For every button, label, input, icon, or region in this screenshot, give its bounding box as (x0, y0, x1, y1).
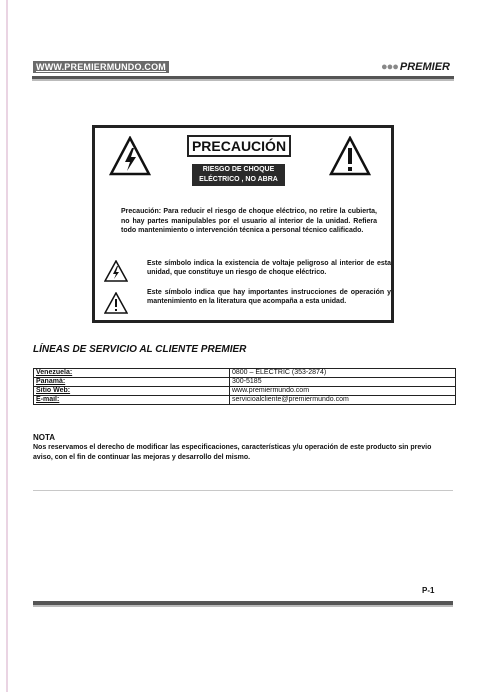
note-title: NOTA (33, 433, 56, 442)
lightning-symbol-icon (104, 260, 128, 282)
note-text: Nos reservamos el derecho de modificar las especificaciones, características y/u operación de este producto sin previo aviso, con el fin de continuar las mejoras y desarrollo del mismo. (33, 444, 432, 461)
website-value[interactable]: www.premiermundo.com (230, 387, 456, 396)
brand-dots-icon: ●●● (380, 61, 398, 73)
service-label: Venezuela: (34, 369, 230, 378)
table-row (34, 378, 456, 387)
exclamation-symbol-icon (104, 292, 128, 314)
header-website-link[interactable]: WWW.PREMIERMUNDO.COM (33, 61, 169, 73)
content-divider (33, 490, 453, 491)
service-label: E-mail: (34, 396, 230, 405)
brand-logo (381, 61, 450, 73)
service-label: Panamá: (34, 378, 230, 387)
table-row (34, 369, 456, 378)
shock-risk-label (192, 164, 285, 186)
page-number: P-1 (422, 586, 435, 595)
table-row (34, 396, 456, 405)
service-table (33, 368, 456, 405)
exclamation-warning-icon (329, 136, 371, 176)
caution-text: Precaución: Para reducir el riesgo de choque eléctrico, no retire la cubierta, no hay partes manipulables por el usuario al interior de la unidad. Refiera todo mantenimiento o intervención técnica a personal técnico calificado. (121, 208, 377, 234)
shock-risk-line2: ELÉCTRICO , NO ABRA (199, 176, 278, 183)
service-value: 300-5185 (230, 378, 456, 387)
header-divider (32, 76, 454, 81)
footer-divider (33, 601, 453, 607)
shock-risk-line1: RIESGO DE CHOQUE (202, 166, 275, 173)
email-value[interactable]: servicioalcliente@premiermundo.com (230, 396, 456, 405)
service-value: 0800 – ELECTRIC (353-2874) (230, 369, 456, 378)
brand-name: PREMIER (399, 61, 450, 73)
caution-box (92, 125, 394, 323)
lightning-warning-icon (109, 136, 151, 176)
table-row (34, 387, 456, 396)
exclamation-symbol-text: Este símbolo indica que hay importantes instrucciones de operación y mantenimiento en la literatura que acompaña a esta unidad. (147, 289, 391, 305)
caution-title: PRECAUCIÓN (187, 135, 291, 157)
lightning-symbol-text: Este símbolo indica la existencia de voltaje peligroso al interior de esta unidad, que constituye un riesgo de choque eléctrico. (147, 260, 391, 276)
service-label: Sitio Web: (34, 387, 230, 396)
service-lines-title: LÍNEAS DE SERVICIO AL CLIENTE PREMIER (33, 344, 247, 355)
left-margin-rule (6, 0, 8, 692)
